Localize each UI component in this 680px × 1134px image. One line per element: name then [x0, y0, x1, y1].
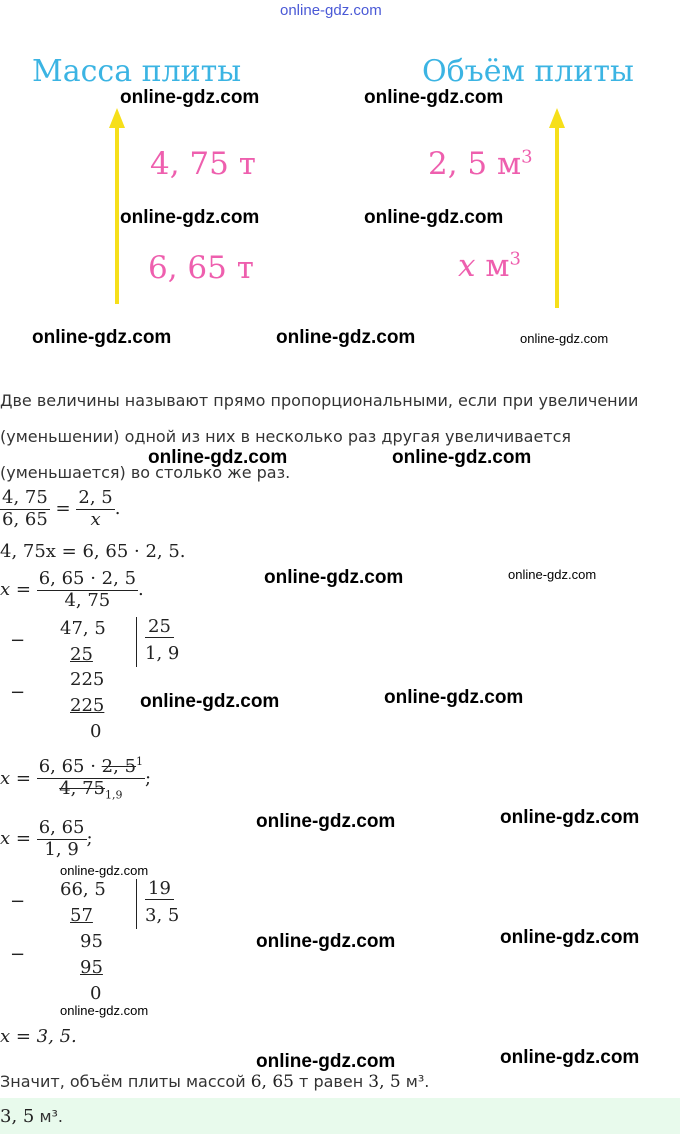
text-line-3: (уменьшается) во столько же раз. [0, 463, 291, 482]
equation-simplified: x = $\frac{6, 65}{1, 9}$ ; [0, 817, 93, 860]
watermark: online-gdz.com [500, 807, 640, 828]
text-line-2: (уменьшении) одной из них в несколько раз другая увеличивается [0, 427, 572, 446]
watermark: online-gdz.com [264, 567, 404, 588]
arrow-up-icon [549, 108, 565, 128]
watermark: online-gdz.com [500, 927, 640, 948]
division-2-minus-1: − [10, 891, 26, 912]
division-1-quotient: 1, 9 [145, 643, 180, 664]
watermark: online-gdz.com [384, 687, 524, 708]
division-1-bar [136, 617, 137, 667]
division-2-quotient: 3, 5 [145, 905, 180, 926]
text-line-1: Две величины называют прямо пропорциональными, если при увеличении [0, 391, 639, 410]
watermark: online-gdz.com [120, 87, 260, 108]
watermark: online-gdz.com [392, 447, 532, 468]
equation-product: 4, 75x = 6, 65 · 2, 5. [0, 541, 186, 562]
watermark: online-gdz.com [508, 567, 597, 582]
volume-header: Объём плиты [422, 54, 634, 89]
arrow-up-icon [109, 108, 125, 128]
watermark: online-gdz.com [60, 1003, 149, 1018]
division-1-dividend: 47, 5 [60, 618, 106, 639]
division-1-divisor: 25 [145, 616, 174, 638]
watermark: online-gdz.com [32, 327, 172, 348]
mass-value-2: 6, 65 т [148, 250, 254, 286]
watermark: online-gdz.com [148, 447, 288, 468]
division-2-minus-2: − [10, 944, 26, 965]
answer: 3, 5 м³. [0, 1106, 64, 1127]
watermark: online-gdz.com [520, 331, 609, 346]
conclusion: Значит, объём плиты массой 6, 65 т равен 3, 5 м³. [0, 1072, 430, 1092]
watermark: online-gdz.com [140, 691, 280, 712]
division-1-minus-1: − [10, 630, 26, 651]
watermark: online-gdz.com [500, 1047, 640, 1068]
watermark: online-gdz.com [120, 207, 260, 228]
watermark: online-gdz.com [256, 1051, 396, 1072]
result: x = 3, 5. [0, 1026, 77, 1047]
division-1-sub-1: 25 [70, 644, 93, 665]
division-2-remainder-1: 95 [80, 931, 103, 952]
division-2-sub-1: 57 [70, 905, 93, 926]
equation-x-fraction: x = $\frac{6, 65 \cdot 2, 5}{4, 75}$ . [0, 568, 144, 611]
mass-value-1: 4, 75 т [150, 146, 256, 182]
division-1-sub-2: 225 [70, 695, 105, 716]
mass-header: Масса плиты [32, 54, 242, 89]
watermark: online-gdz.com [364, 87, 504, 108]
mass-arrow-line [115, 126, 119, 304]
watermark: online-gdz.com [256, 931, 396, 952]
division-1-minus-2: − [10, 682, 26, 703]
top-watermark: online-gdz.com [280, 2, 382, 19]
division-2-divisor: 19 [145, 878, 174, 900]
division-1-remainder-final: 0 [90, 721, 102, 742]
volume-value-2: x $м^3$ [458, 248, 521, 284]
watermark: online-gdz.com [364, 207, 504, 228]
volume-arrow-line [555, 126, 559, 308]
division-2-bar [136, 879, 137, 929]
division-2-sub-2: 95 [80, 957, 103, 978]
watermark: online-gdz.com [256, 811, 396, 832]
division-2-remainder-final: 0 [90, 983, 102, 1004]
volume-value-1: 2, 5 $м^3$ [428, 146, 533, 182]
division-1-remainder-1: 225 [70, 669, 105, 690]
watermark: online-gdz.com [60, 863, 149, 878]
equation-cancellation: x = $\frac{6, 65 \cdot 2, 5^1}{4, 75_{1,9}}$ ; [0, 755, 152, 802]
watermark: online-gdz.com [276, 327, 416, 348]
answer-box [0, 1098, 680, 1134]
proportion: $\frac{4, 75}{6, 65}$ = $\frac{2, 5}{x}$ . [2, 487, 121, 530]
division-2-dividend: 66, 5 [60, 879, 106, 900]
